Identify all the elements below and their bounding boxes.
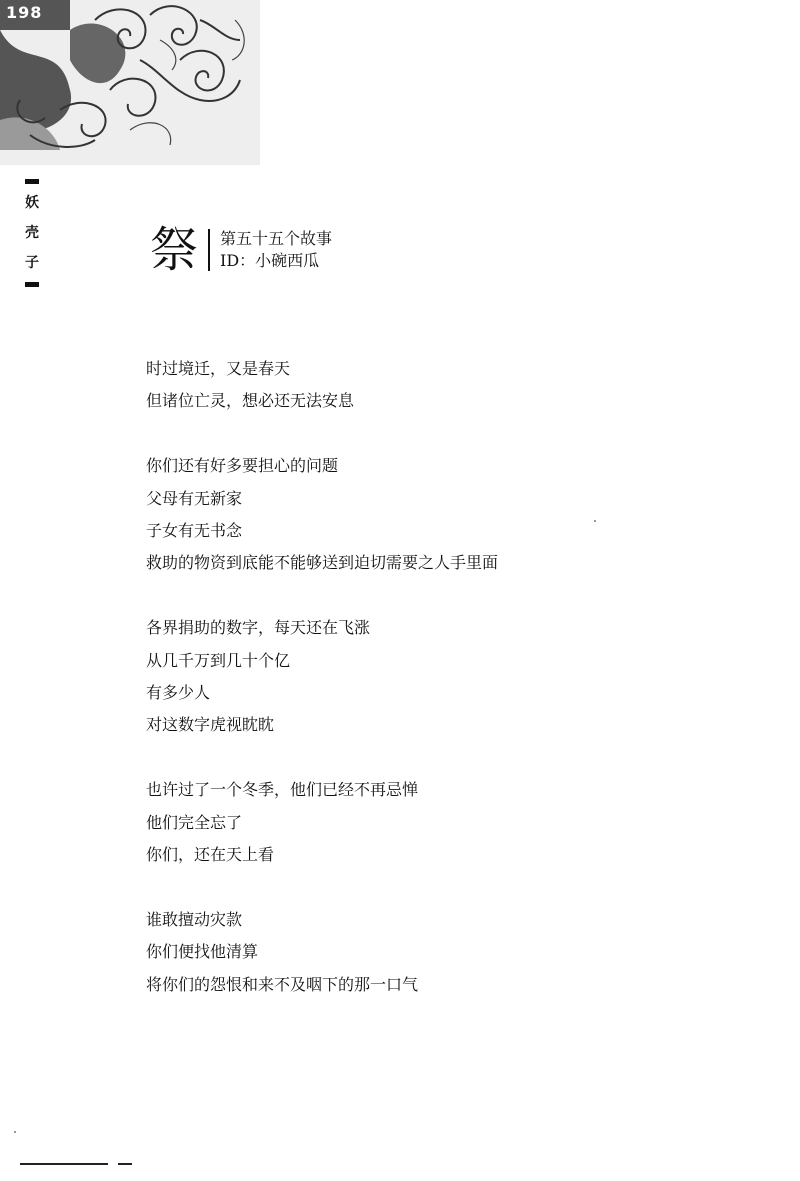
story-title: 祭: [150, 222, 199, 278]
title-divider: [208, 229, 210, 271]
story-number-label: 第五十五个故事: [220, 229, 333, 248]
poem-line: 救助的物资到底能不能够送到迫切需要之人手里面: [146, 553, 499, 573]
stanza: [146, 774, 498, 871]
poem-line: 你们还有好多要担心的问题: [146, 456, 339, 476]
side-title-char: 壳: [25, 225, 39, 241]
stanza: [146, 450, 498, 580]
poem-line: 有多少人: [146, 683, 211, 703]
author-id: ID：小碗西瓜: [220, 251, 320, 270]
running-book-title: [20, 175, 44, 291]
poem-line: 对这数字虎视眈眈: [146, 715, 275, 735]
poem-body: [146, 353, 498, 1033]
footer-rule: [20, 1163, 108, 1165]
poem-line: 时过境迁，又是春天: [146, 359, 291, 378]
poem-line: 子女有无书念: [146, 521, 243, 541]
footer-rule: [118, 1163, 132, 1165]
poem-line: 他们完全忘了: [146, 812, 243, 832]
scan-speck: [594, 520, 596, 522]
side-title-char: 子: [25, 255, 39, 271]
story-header: [150, 222, 332, 278]
side-title-char: 妖: [25, 195, 39, 211]
stanza: [146, 904, 498, 1001]
poem-line: 谁敢擅动灾款: [146, 909, 243, 929]
poem-line: 你们，还在天上看: [146, 845, 275, 865]
poem-line: 各界捐助的数字，每天还在飞涨: [146, 618, 371, 638]
corner-ornament: [0, 0, 260, 165]
stanza: [146, 612, 498, 742]
poem-line: 你们便找他清算: [146, 942, 259, 962]
poem-line: 但诸位亡灵，想必还无法安息: [146, 391, 355, 411]
bracket-close-mark: [25, 282, 39, 287]
poem-line: 父母有无新家: [146, 488, 243, 508]
poem-line: 从几千万到几十个亿: [146, 650, 291, 670]
story-meta: [220, 228, 332, 272]
bracket-open-mark: [25, 179, 39, 184]
poem-line: 将你们的怨恨和来不及咽下的那一口气: [146, 974, 419, 994]
page-number: 198: [6, 3, 43, 22]
scan-speck: [14, 1131, 16, 1133]
stanza: [146, 353, 498, 418]
poem-line: 也许过了一个冬季，他们已经不再忌惮: [146, 780, 419, 800]
